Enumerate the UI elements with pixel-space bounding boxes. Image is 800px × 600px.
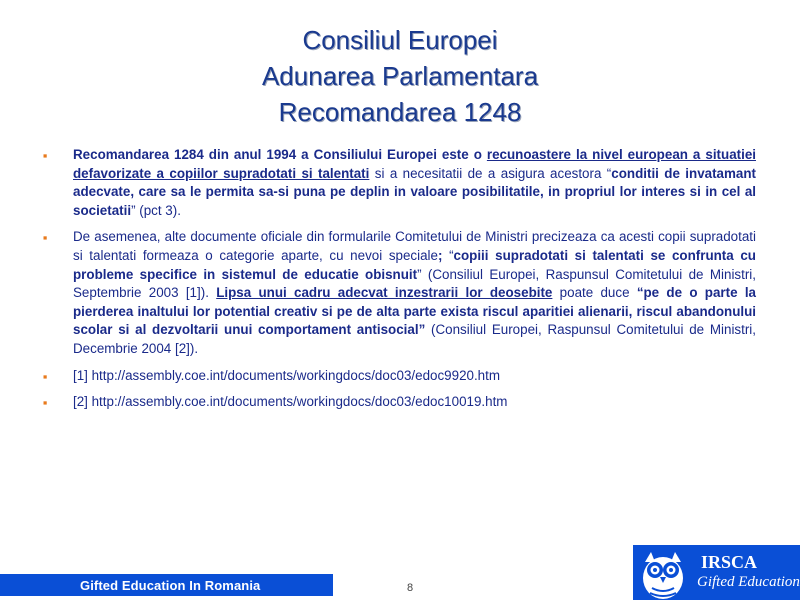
- bullet-item: [40, 228, 756, 358]
- title-line-2: Adunarea Parlamentara: [261, 61, 539, 91]
- bullet-text: [73, 367, 756, 386]
- logo-title: IRSCA: [701, 552, 758, 572]
- bullet-text: [73, 146, 756, 220]
- text-segment: ” (Consiliul Europei, Raspunsul Comitetului de Ministri, Septembrie 2003 [1]).: [73, 266, 756, 301]
- slide-title: [0, 22, 800, 130]
- footer-text: Gifted Education In Romania: [80, 578, 261, 593]
- bullet-marker-icon: ▪: [42, 395, 48, 411]
- text-segment: “pe de o parte la pierderea inaltului lor potential creativ si pe de alta parte exista riscul aparitiei alienarii, riscul abandonului scolar si al dezvoltarii unui comportament antisocial”: [73, 285, 757, 338]
- bullet-item: [40, 146, 756, 220]
- text-segment: “: [442, 247, 454, 263]
- bullet-marker-icon: ▪: [42, 368, 48, 384]
- text-segment: copiii supradotati si talentati se confrunta cu probleme specifice in sistemul de educatie obisnuit: [73, 247, 756, 282]
- text-segment: Lipsa unui cadru adecvat inzestrarii lor deosebite: [216, 285, 553, 301]
- text-segment: [2] http://assembly.coe.int/documents/workingdocs/doc03/edoc10019.htm: [73, 394, 508, 410]
- irsca-logo: [633, 545, 800, 600]
- text-segment: Recomandarea 1284 din anul 1994 a Consiliului Europei este o: [73, 147, 487, 162]
- bullet-text: [73, 228, 756, 358]
- text-segment: recunoastere la nivel european a situatiei defavorizate a copiilor supradotati si talentati: [73, 147, 756, 181]
- owl-icon: [637, 548, 689, 600]
- page-number: 8: [407, 582, 414, 594]
- text-segment: ;: [437, 247, 443, 263]
- text-segment: (Consiliul Europei, Raspunsul Comitetului de Ministri, Decembrie 2004 [2]).: [73, 322, 756, 356]
- text-segment: conditii de invatamant adecvate, care sa le permita sa-si puna pe deplin in valoare posibilitatile, in propriul lor interes si in cel al societatii: [73, 165, 757, 218]
- bullet-marker-icon: ▪: [42, 148, 48, 163]
- text-segment: ” (pct 3).: [131, 202, 181, 218]
- text-segment: [1] http://assembly.coe.int/documents/workingdocs/doc03/edoc9920.htm: [73, 367, 501, 383]
- text-segment: si a necesitatii de a asigura acestora “: [369, 165, 612, 181]
- bullet-item: [40, 393, 756, 412]
- title-line-3: Recomandarea 1248: [278, 97, 522, 127]
- bullet-list: [40, 146, 756, 420]
- bullet-text: [73, 393, 756, 412]
- text-segment: De asemenea, alte documente oficiale din formularile Comitetului de Ministri precizeaza ca acesti copii supradotati si talentati formeaza o categorie aparte, cu nevoi speciale: [73, 229, 756, 263]
- logo-subtitle: Gifted Education: [697, 574, 800, 590]
- bullet-marker-icon: ▪: [42, 230, 48, 246]
- text-segment: poate duce: [552, 285, 637, 301]
- title-line-1: Consiliul Europei: [302, 25, 498, 55]
- bullet-item: [40, 367, 756, 386]
